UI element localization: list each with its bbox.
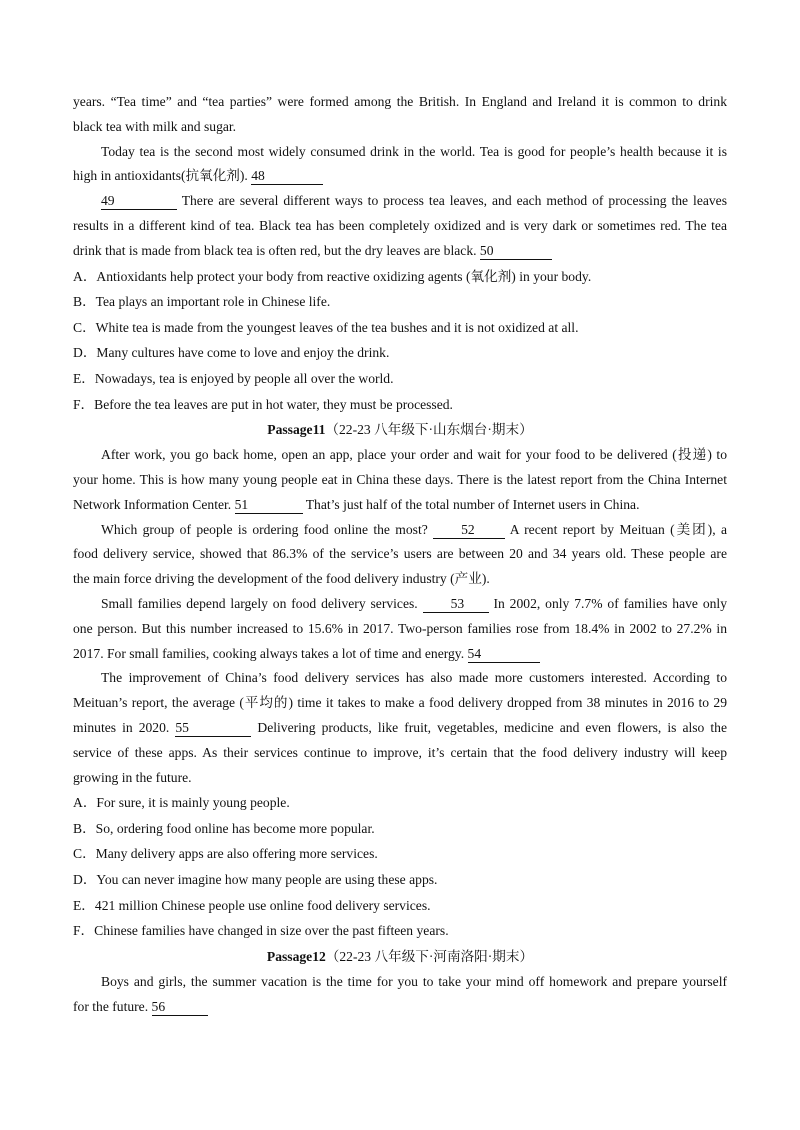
- paragraph: Meituan’s report, the average (平均的) time it takes to make a food delivery dropped from 38 minutes in 2016 to 29: [73, 695, 727, 711]
- option-b: B．Tea plays an important role in Chinese life.: [73, 294, 331, 310]
- option-e: E．Nowadays, tea is enjoyed by people all over the world.: [73, 370, 394, 386]
- option-e: E．421 million Chinese people use online food delivery services.: [73, 897, 431, 913]
- passage-heading: Passage11（22-23 八年级下·山东烟台·期末）: [267, 422, 533, 438]
- paragraph: Network Information Center. 51 That’s just half of the total number of Internet users in China.: [73, 496, 640, 512]
- option-d: D．You can never imagine how many people are using these apps.: [73, 872, 438, 888]
- paragraph: high in antioxidants(抗氧化剂). 48: [73, 164, 727, 189]
- paragraph: one person. But this number increased to 15.6% in 2017. Two-person families rose from 18.4% in 2002 to 27.2% in: [73, 620, 727, 636]
- paragraph: After work, you go back home, open an app, place your order and wait for your food to be delivered (投递) to: [101, 447, 727, 463]
- paragraph: growing in the future.: [73, 769, 192, 785]
- answer-blank-56[interactable]: 56: [152, 999, 208, 1016]
- paragraph: Today tea is the second most widely consumed drink in the world. Tea is good for people’s health because it is: [101, 143, 727, 159]
- paragraph: years. “Tea time” and “tea parties” were formed among the British. In England and Ireland it is common to drink: [73, 94, 727, 109]
- option-a: A．For sure, it is mainly young people.: [73, 795, 290, 811]
- answer-blank-54[interactable]: 54: [468, 646, 540, 663]
- paragraph: food delivery service, showed that 86.3% of the service’s users are between 20 and 34 years old. These people are: [73, 546, 727, 562]
- passage-heading: Passage12（22-23 八年级下·河南洛阳·期末）: [266, 948, 534, 964]
- option-b: B．So, ordering food online has become more popular.: [73, 820, 375, 836]
- answer-blank-51[interactable]: 51: [235, 497, 303, 514]
- option-c: C．White tea is made from the youngest leaves of the tea bushes and it is not oxidized at all.: [73, 319, 579, 335]
- answer-blank-55[interactable]: 55: [175, 720, 251, 737]
- option-d: D．Many cultures have come to love and enjoy the drink.: [73, 345, 390, 361]
- paragraph: service of these apps. As their services continue to improve, it’s certain that the food delivery industry will keep: [73, 744, 727, 760]
- option-f: F．Before the tea leaves are put in hot water, they must be processed.: [73, 396, 453, 412]
- answer-blank-49[interactable]: 49: [101, 193, 177, 210]
- option-f: F．Chinese families have changed in size over the past fifteen years.: [73, 923, 449, 939]
- paragraph: Small families depend largely on food delivery services. 53 In 2002, only 7.7% of families have only: [101, 595, 727, 611]
- option-a: A．Antioxidants help protect your body from reactive oxidizing agents (氧化剂) in your body.: [73, 268, 592, 284]
- paragraph: The improvement of China’s food delivery services has also made more customers interested. According to: [101, 670, 727, 686]
- paragraph: results in a different kind of tea. Black tea has been completely oxidized and is very dark or sometimes red. The tea: [73, 217, 727, 233]
- paragraph: the main force driving the development of the food delivery industry (产业).: [73, 571, 490, 587]
- answer-blank-52[interactable]: 52: [433, 522, 505, 539]
- answer-blank-48[interactable]: 48: [251, 168, 323, 185]
- paragraph: for the future. 56: [73, 995, 727, 1020]
- paragraph: Boys and girls, the summer vacation is the time for you to take your mind off homework and prepare yourself: [101, 973, 727, 989]
- paragraph: minutes in 2020. 55 Delivering products, like fruit, vegetables, medicine and even flowers, is also the: [73, 719, 727, 735]
- paragraph: drink that is made from black tea is often red, but the dry leaves are black. 50: [73, 239, 727, 264]
- document-page: [73, 90, 727, 1019]
- paragraph: 49 There are several different ways to process tea leaves, and each method of processing the leaves: [101, 193, 728, 209]
- paragraph: 2017. For small families, cooking always takes a lot of time and energy. 54: [73, 642, 727, 667]
- answer-blank-53[interactable]: 53: [423, 596, 489, 613]
- paragraph: Which group of people is ordering food online the most? 52 A recent report by Meituan (美团), a: [101, 521, 727, 537]
- paragraph: your home. This is how many young people eat in China these days. There is the latest report from the China Internet: [73, 471, 727, 487]
- paragraph: black tea with milk and sugar.: [73, 118, 237, 134]
- option-c: C．Many delivery apps are also offering more services.: [73, 846, 378, 862]
- answer-blank-50[interactable]: 50: [480, 243, 552, 260]
